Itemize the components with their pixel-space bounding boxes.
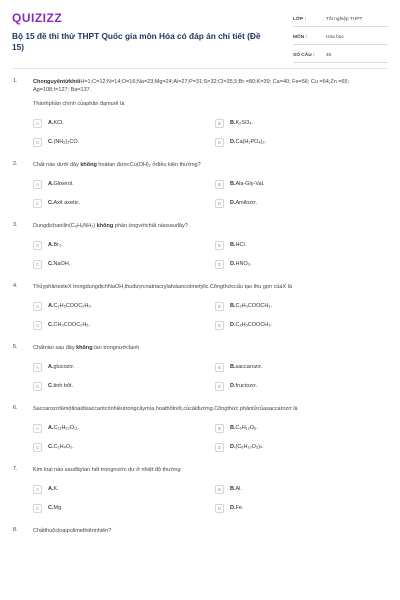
option-text xyxy=(48,444,74,450)
quizizz-logo: QUIZIZZ xyxy=(12,11,63,25)
worksheet-title: Bộ 15 đề thi thử THPT Quốc gia môn Hóa có đáp án chi tiết (Đề 15) xyxy=(12,31,261,52)
answer-option[interactable] xyxy=(215,503,381,513)
question-item xyxy=(0,466,400,513)
option-text xyxy=(230,181,264,187)
option-letter-box[interactable]: B xyxy=(215,302,224,311)
option-value: tinh bột. xyxy=(53,383,74,389)
option-letter-box[interactable]: D xyxy=(215,443,224,452)
answer-options xyxy=(33,240,382,269)
question-text xyxy=(33,222,382,230)
option-label: C. xyxy=(48,383,54,389)
option-text xyxy=(230,383,257,389)
option-label: C. xyxy=(48,444,54,450)
question-text xyxy=(33,466,382,474)
answer-option[interactable] xyxy=(33,240,199,250)
question-text-pre: Chất nào dưới đây xyxy=(33,162,81,168)
option-letter-box[interactable]: C xyxy=(33,260,42,269)
option-value: Axit axetic. xyxy=(53,200,81,206)
header-divider xyxy=(12,68,388,69)
option-text xyxy=(230,364,263,370)
option-letter-box[interactable]: A xyxy=(33,363,42,372)
option-text xyxy=(230,322,272,328)
option-letter-box[interactable]: C xyxy=(33,138,42,147)
question-text-main: Chấtthuộcloạipolimethiênnhiên? xyxy=(33,528,112,534)
option-letter-box[interactable]: C xyxy=(33,443,42,452)
option-letter-box[interactable]: A xyxy=(33,302,42,311)
question-list xyxy=(0,78,400,535)
question-item xyxy=(0,405,400,452)
answer-option[interactable] xyxy=(215,442,381,452)
option-text xyxy=(230,505,243,511)
question-text-main: ThủyphânesteX trongdungdịchNaOH,thuđượcnatriacrylatvàancolmetylic.Côngthứccấu tạo thu gọn củaX là xyxy=(33,284,292,290)
option-letter-box[interactable]: A xyxy=(33,241,42,250)
meta-row-subject xyxy=(293,30,388,45)
option-text xyxy=(48,425,79,431)
answer-option[interactable] xyxy=(33,198,199,208)
option-label: B. xyxy=(230,181,236,187)
answer-option[interactable] xyxy=(33,301,199,311)
option-letter-box[interactable]: C xyxy=(33,504,42,513)
option-letter-box[interactable]: B xyxy=(215,485,224,494)
question-number: 8. xyxy=(13,527,18,533)
option-label: B. xyxy=(230,425,236,431)
option-text xyxy=(48,200,80,206)
question-number: 5. xyxy=(13,344,18,350)
question-number: 4. xyxy=(13,283,18,289)
option-text xyxy=(48,322,90,328)
option-label: D. xyxy=(230,505,236,511)
option-text xyxy=(230,120,253,126)
question-text xyxy=(33,527,382,535)
option-value: CH₃COOC₂H₅. xyxy=(53,322,91,328)
question-subtext: Thànhphần chính củaphân đạmurê là xyxy=(33,101,125,107)
meta-key: LỚP : xyxy=(293,16,307,22)
option-value: Amilozơ. xyxy=(235,200,258,206)
question-text xyxy=(33,405,382,413)
option-label: A. xyxy=(48,303,54,309)
option-value: saccarozơ. xyxy=(235,364,263,370)
option-text xyxy=(230,425,258,431)
question-text-bold: Chonguyêntửkhối xyxy=(33,79,81,85)
option-letter-box[interactable]: A xyxy=(33,424,42,433)
meta-table xyxy=(293,12,388,63)
option-label: D. xyxy=(230,322,236,328)
option-value: C₆H₁₂O₆. xyxy=(235,425,258,431)
answer-option[interactable] xyxy=(33,484,199,494)
option-letter-box[interactable]: C xyxy=(33,382,42,391)
option-value: Al. xyxy=(235,486,242,492)
option-value: Glixerol. xyxy=(53,181,74,187)
option-value: C₂H₅COOC₂H₅. xyxy=(53,303,93,309)
answer-option[interactable] xyxy=(215,179,381,189)
option-label: A. xyxy=(48,364,54,370)
answer-option[interactable] xyxy=(215,362,381,372)
option-label: B. xyxy=(230,364,236,370)
answer-option[interactable] xyxy=(33,503,199,513)
question-number: 1. xyxy=(13,78,18,84)
question-text xyxy=(33,344,382,352)
question-text-pre: Dungdịchanilin(C₆H₅NH₂) xyxy=(33,223,97,229)
option-label: C. xyxy=(48,261,54,267)
answer-option[interactable] xyxy=(215,381,381,391)
question-number: 6. xyxy=(13,405,18,411)
option-label: B. xyxy=(230,242,236,248)
answer-option[interactable] xyxy=(33,118,199,128)
option-text xyxy=(48,120,64,126)
option-label: B. xyxy=(230,486,236,492)
option-text xyxy=(230,261,252,267)
meta-value: 40 xyxy=(326,52,332,58)
question-number: 3. xyxy=(13,222,18,228)
option-label: D. xyxy=(230,139,236,145)
answer-option[interactable] xyxy=(33,137,199,147)
answer-option[interactable] xyxy=(33,442,199,452)
option-value: (NH₂)₂CO. xyxy=(53,139,80,145)
option-label: A. xyxy=(48,181,54,187)
option-label: C. xyxy=(48,505,54,511)
answer-options xyxy=(33,423,382,452)
meta-row-class xyxy=(293,12,388,27)
option-letter-box[interactable]: A xyxy=(33,119,42,128)
question-number: 2. xyxy=(13,161,18,167)
option-letter-box[interactable]: D xyxy=(215,138,224,147)
option-text xyxy=(48,383,73,389)
question-text-bold: không xyxy=(80,162,97,168)
option-value: KCl. xyxy=(53,120,64,126)
answer-options xyxy=(33,484,382,513)
option-value: fructozơ. xyxy=(235,383,258,389)
option-value: glucozơ. xyxy=(53,364,75,370)
meta-row-count xyxy=(293,48,388,63)
option-label: D. xyxy=(230,383,236,389)
option-text xyxy=(48,486,59,492)
option-letter-box[interactable]: A xyxy=(33,485,42,494)
answer-option[interactable] xyxy=(33,381,199,391)
question-item xyxy=(0,78,400,147)
option-text xyxy=(48,181,74,187)
option-label: A. xyxy=(48,425,54,431)
option-text xyxy=(230,200,257,206)
option-value: C₂H₅COOCH₃. xyxy=(235,322,273,328)
option-letter-box[interactable]: A xyxy=(33,180,42,189)
option-label: B. xyxy=(230,303,236,309)
option-label: D. xyxy=(230,261,236,267)
question-item xyxy=(0,344,400,391)
question-text xyxy=(33,78,382,94)
option-value: C₂H₃COOCH₃. xyxy=(235,303,273,309)
option-label: D. xyxy=(230,444,236,450)
option-text xyxy=(230,242,246,248)
option-value: Ala-Gly-Val. xyxy=(235,181,265,187)
option-text xyxy=(230,139,266,145)
answer-options xyxy=(33,118,382,147)
answer-option[interactable] xyxy=(33,423,199,433)
meta-key: SỐ CÂU : xyxy=(293,52,315,58)
option-value: C₁₂H₂₂O₁₁. xyxy=(53,425,80,431)
option-value: HCl. xyxy=(235,242,247,248)
option-label: C. xyxy=(48,200,54,206)
option-text xyxy=(48,242,63,248)
question-text-main: phản ứngvớichất nàosauđây? xyxy=(113,223,188,229)
answer-option[interactable] xyxy=(215,484,381,494)
option-text xyxy=(48,364,75,370)
question-item xyxy=(0,161,400,208)
question-item xyxy=(0,222,400,269)
answer-option[interactable] xyxy=(215,301,381,311)
option-letter-box[interactable]: C xyxy=(33,199,42,208)
question-text-main: Kim loại nào sauđâytan hết trongnước dư ở nhiệt độ thường xyxy=(33,467,181,473)
answer-option[interactable] xyxy=(215,320,381,330)
option-text xyxy=(48,261,70,267)
question-text xyxy=(33,161,382,169)
meta-key: MÔN : xyxy=(293,34,308,40)
worksheet-header xyxy=(0,0,400,68)
option-value: Fe. xyxy=(235,505,244,511)
question-text-pre: Chấtnào sau đây xyxy=(33,345,77,351)
answer-options xyxy=(33,301,382,330)
option-letter-box[interactable]: C xyxy=(33,321,42,330)
option-text xyxy=(230,486,242,492)
option-label: A. xyxy=(48,120,54,126)
answer-options xyxy=(33,179,382,208)
answer-option[interactable] xyxy=(33,179,199,189)
answer-option[interactable] xyxy=(215,198,381,208)
option-letter-box[interactable]: B xyxy=(215,119,224,128)
option-value: K₂SO₄. xyxy=(235,120,254,126)
option-letter-box[interactable]: B xyxy=(215,424,224,433)
answer-option[interactable] xyxy=(33,320,199,330)
option-letter-box[interactable]: D xyxy=(215,260,224,269)
question-text-bold: không xyxy=(76,345,93,351)
option-label: C. xyxy=(48,322,54,328)
answer-option[interactable] xyxy=(215,118,381,128)
option-value: (C₆H₁₀O₅)ₙ. xyxy=(235,444,264,450)
option-label: B. xyxy=(230,120,236,126)
question-text xyxy=(33,283,382,291)
answer-option[interactable] xyxy=(215,137,381,147)
option-label: C. xyxy=(48,139,54,145)
question-text-main: hoàtan đượcCu(OH)₂ ởđiều kiện thường? xyxy=(96,162,201,168)
option-letter-box[interactable]: D xyxy=(215,321,224,330)
option-text xyxy=(230,303,272,309)
question-text-main: H=1;C=12;N=14;O=16;Na=23;Mg=24;Al=27;P=31;S=32;Cl=35,5;Br =80;K=39; Ca=40; Fe=56; Cu =64;Zn =65; Ag=108;I=127; Ba=137. xyxy=(33,79,350,93)
option-letter-box[interactable]: B xyxy=(215,241,224,250)
answer-option[interactable] xyxy=(33,362,199,372)
option-value: C₂H₄O₂. xyxy=(53,444,74,450)
option-label: A. xyxy=(48,242,54,248)
question-number: 7. xyxy=(13,466,18,472)
option-value: NaOH. xyxy=(53,261,71,267)
meta-value: Hóa học xyxy=(326,34,344,40)
option-value: HNO₃. xyxy=(235,261,252,267)
option-text xyxy=(48,139,79,145)
option-text xyxy=(48,303,92,309)
answer-option[interactable] xyxy=(215,423,381,433)
answer-options xyxy=(33,362,382,391)
option-letter-box[interactable]: D xyxy=(215,382,224,391)
question-text-bold: không xyxy=(96,223,114,229)
answer-option[interactable] xyxy=(215,240,381,250)
option-label: D. xyxy=(230,200,236,206)
option-label: A. xyxy=(48,486,54,492)
answer-option[interactable] xyxy=(215,259,381,269)
question-item xyxy=(0,283,400,330)
question-item xyxy=(0,527,400,535)
option-letter-box[interactable]: B xyxy=(215,363,224,372)
option-value: Ca(H₂PO₄)₂. xyxy=(235,139,267,145)
option-text xyxy=(230,444,264,450)
meta-value: Tốt nghiệp THPT xyxy=(326,16,363,22)
option-value: K. xyxy=(53,486,59,492)
answer-option[interactable] xyxy=(33,259,199,269)
option-value: Br₂. xyxy=(53,242,63,248)
option-letter-box[interactable]: B xyxy=(215,180,224,189)
question-text-main: Saccarozơlàmộtloạiđisaccaritcónhiềutrongcâymía,hoathốtnốt,củcảiđường.Côngthức phântửcủasaccarozơ là xyxy=(33,406,298,412)
question-text-main: tan trongnướclạnh xyxy=(92,345,140,351)
option-letter-box[interactable]: D xyxy=(215,504,224,513)
option-value: Mg. xyxy=(53,505,63,511)
option-text xyxy=(48,505,63,511)
option-letter-box[interactable]: D xyxy=(215,199,224,208)
